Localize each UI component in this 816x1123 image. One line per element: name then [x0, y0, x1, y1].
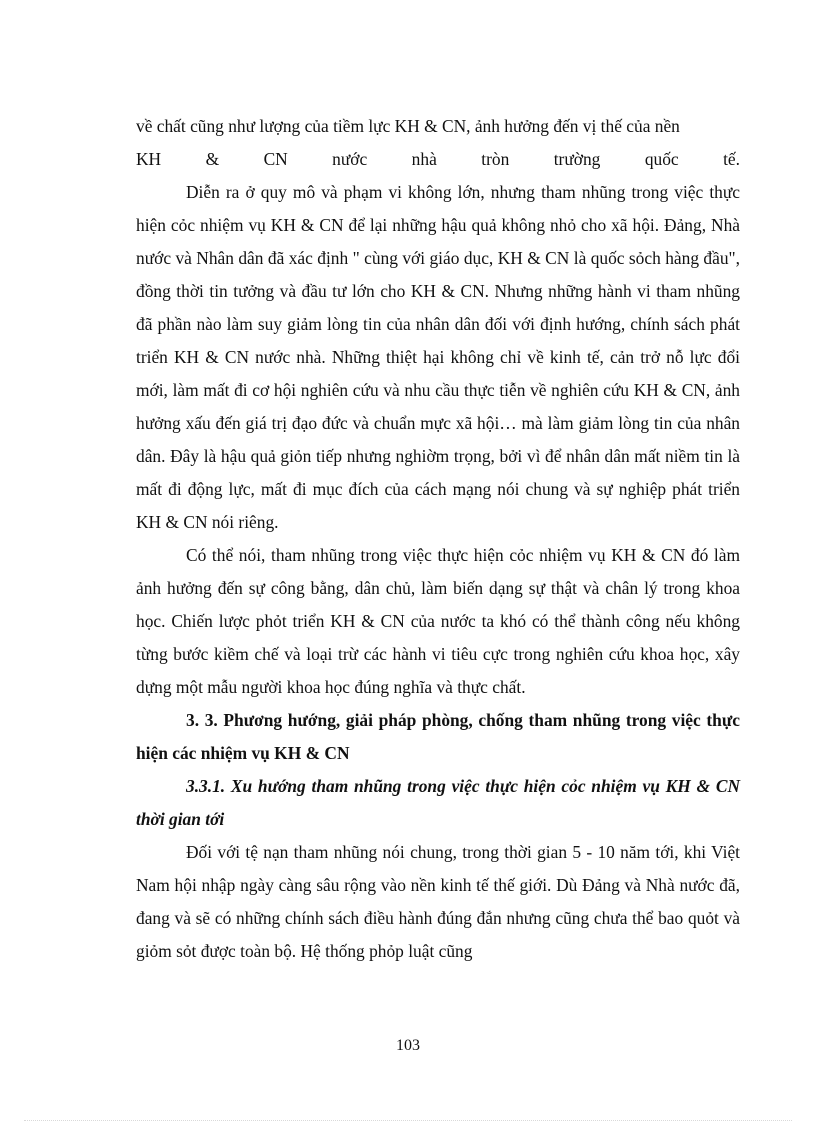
paragraph: Diễn ra ở quy mô và phạm vi không lớn, nhưng tham nhũng trong việc thực hiện cỏc nhiệm vụ KH & CN để lại những hậu quả không nhỏ cho xã hội. Đảng, Nhà nước và Nhân dân đã xác định " cùng với giáo dục, KH & CN là quốc sỏch hàng đầu", đồng thời tin tưởng và đầu tư lớn cho KH & CN. Nhưng những hành vi tham nhũng đã phần nào làm suy giảm lòng tin của nhân dân đối với định hướng, chính sách phát triển KH & CN nước nhà. Những thiệt hại không chỉ về kinh tế, cản trở nỗ lực đổi mới, làm mất đi cơ hội nghiên cứu và nhu cầu thực tiễn về nghiên cứu KH & CN, ảnh hưởng xấu đến giá trị đạo đức và chuẩn mực xã hội… mà làm giảm lòng tin của nhân dân. Đây là hậu quả giỏn tiếp nhưng nghiờm trọng, bởi vì để nhân dân mất niềm tin là mất đi động lực, mất đi mục đích của cách mạng nói chung và sự nghiệp phát triển KH & CN nói riêng. [136, 182, 740, 532]
page-number: 103 [396, 1037, 420, 1054]
paragraph: Đối với tệ nạn tham nhũng nói chung, trong thời gian 5 - 10 năm tới, khi Việt Nam hội nhập ngày càng sâu rộng vào nền kinh tế thế giới. Dù Đảng và Nhà nước đã, đang và sẽ có những chính sách điều hành đúng đắn nhưng cũng chưa thể bao quỏt và giỏm sỏt được toàn bộ. Hệ thống phỏp luật cũng [136, 842, 740, 961]
page-bottom-divider [24, 1120, 792, 1121]
continued-line: KH & CN nước nhà tròn trường quốc tế. [136, 149, 740, 169]
subsection-heading: 3.3.1. Xu hướng tham nhũng trong việc thực hiện cỏc nhiệm vụ KH & CN thời gian tới [136, 776, 740, 829]
paragraph: Có thể nói, tham nhũng trong việc thực hiện cỏc nhiệm vụ KH & CN đó làm ảnh hưởng đến sự công bằng, dân chủ, làm biến dạng sự thật và chân lý trong khoa học. Chiến lược phỏt triển KH & CN của nước ta khó có thể thành công nếu không từng bước kiềm chế và loại trừ các hành vi tiêu cực trong nghiên cứu khoa học, xây dựng một mẫu người khoa học đúng nghĩa và thực chất. [136, 545, 740, 697]
continued-line: về chất cũng như lượng của tiềm lực KH & CN, ảnh hưởng đến vị thế của nền [136, 116, 680, 136]
section-heading: 3. 3. Phương hướng, giải pháp phòng, chống tham nhũng trong việc thực hiện các nhiệm vụ KH & CN [136, 710, 740, 763]
body-text [136, 110, 740, 968]
